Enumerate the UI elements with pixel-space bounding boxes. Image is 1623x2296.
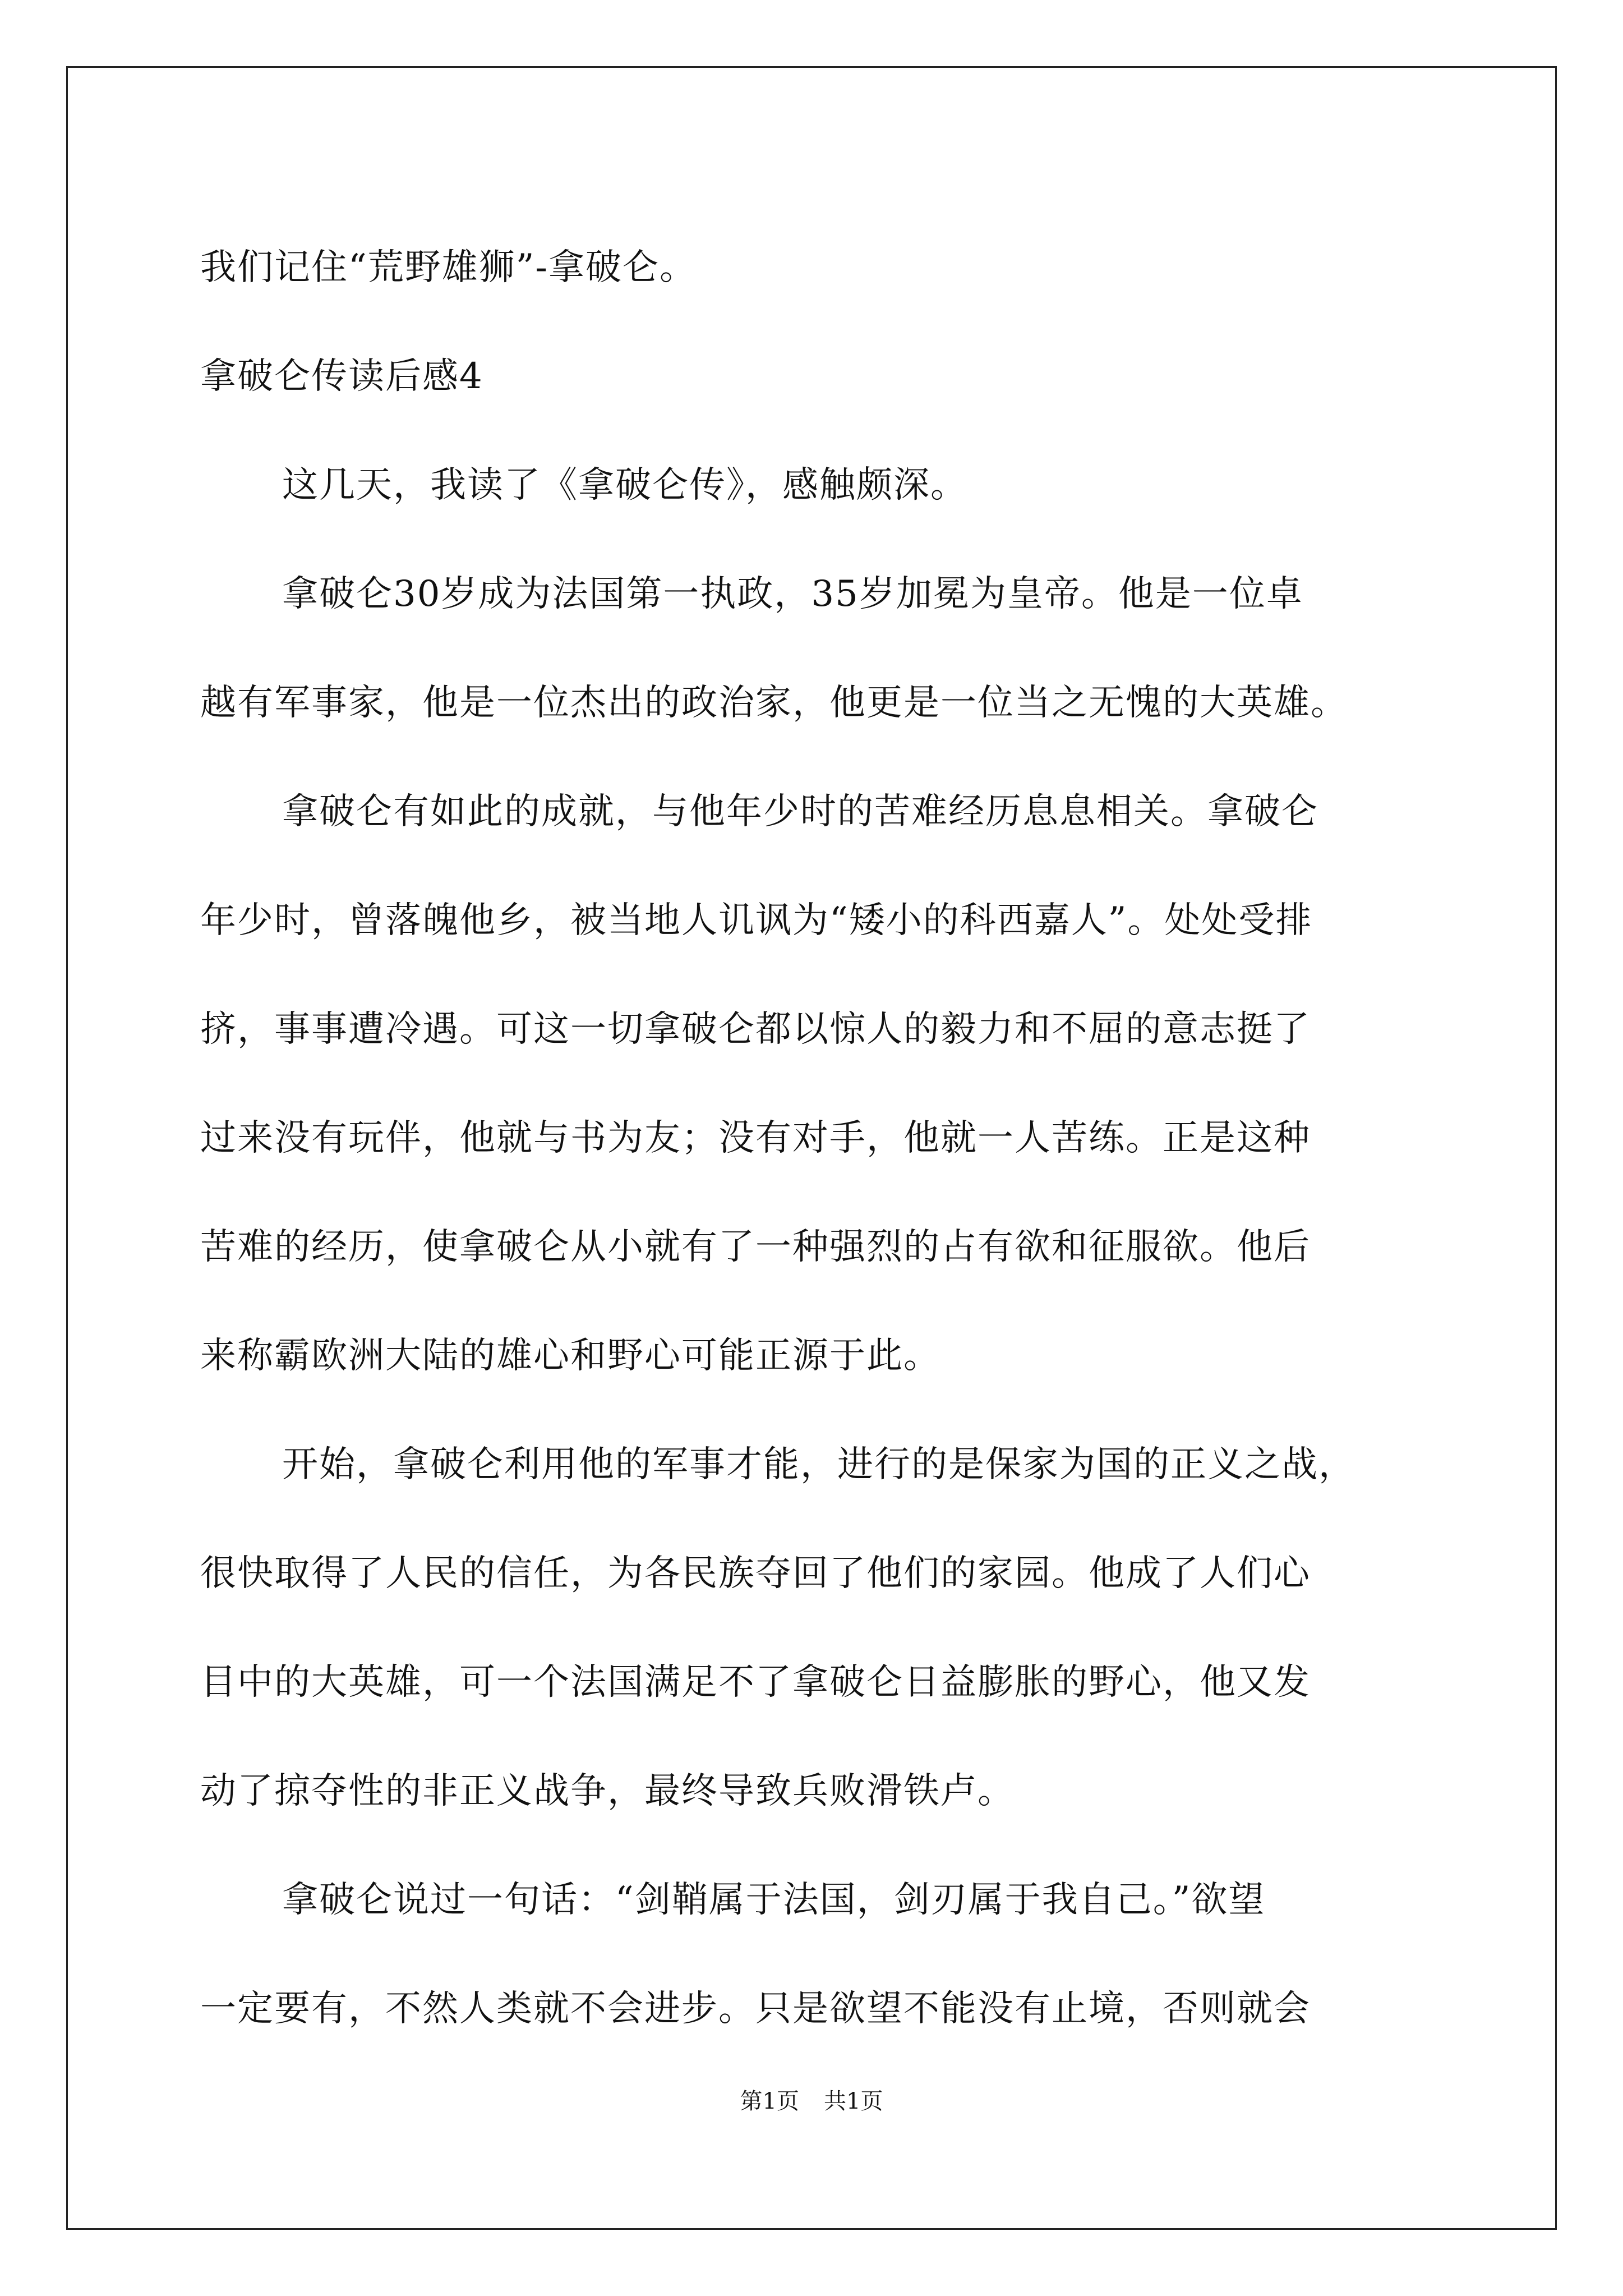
text-line: 很快取得了人民的信任，为各民族夺回了他们的家园。他成了人们心 [200, 1553, 1311, 1594]
page-footer [0, 2086, 1623, 2117]
text-line: 目中的大英雄，可一个法国满足不了拿破仑日益膨胀的野心，他又发 [200, 1662, 1311, 1703]
text-line: 开始，拿破仑利用他的军事才能，进行的是保家为国的正义之战， [282, 1444, 1355, 1485]
section-heading: 拿破仑传读后感4 [200, 356, 483, 397]
page-total: 共1页 [824, 2088, 883, 2114]
text-line: 拿破仑有如此的成就，与他年少时的苦难经历息息相关。拿破仑 [282, 791, 1318, 832]
text-line: 拿破仑30岁成为法国第一执政，35岁加冕为皇帝。他是一位卓 [282, 573, 1303, 615]
text-line: 年少时，曾落魄他乡，被当地人讥讽为“矮小的科西嘉人”。处处受排 [200, 900, 1313, 941]
text-line: 苦难的经历，使拿破仑从小就有了一种强烈的占有欲和征服欲。他后 [200, 1226, 1311, 1268]
text-line: 挤，事事遭冷遇。可这一切拿破仑都以惊人的毅力和不屈的意志挺了 [200, 1009, 1311, 1050]
text-line: 拿破仑说过一句话：“剑鞘属于法国，剑刃属于我自己。”欲望 [282, 1879, 1266, 1921]
text-line: 动了掠夺性的非正义战争，最终导致兵败滑铁卢。 [200, 1770, 1015, 1812]
text-line: 我们记住“荒野雄狮”-拿破仑。 [200, 247, 697, 288]
text-line: 过来没有玩伴，他就与书为友；没有对手，他就一人苦练。正是这种 [200, 1117, 1311, 1159]
text-line: 一定要有，不然人类就不会进步。只是欲望不能没有止境，否则就会 [200, 1988, 1311, 2030]
text-line: 来称霸欧洲大陆的雄心和野心可能正源于此。 [200, 1335, 940, 1377]
document-body [200, 213, 1440, 2063]
text-line: 这几天，我读了《拿破仑传》，感触颇深。 [282, 464, 967, 506]
text-line: 越有军事家，他是一位杰出的政治家，他更是一位当之无愧的大英雄。 [200, 682, 1348, 724]
page-number: 第1页 [740, 2088, 799, 2114]
